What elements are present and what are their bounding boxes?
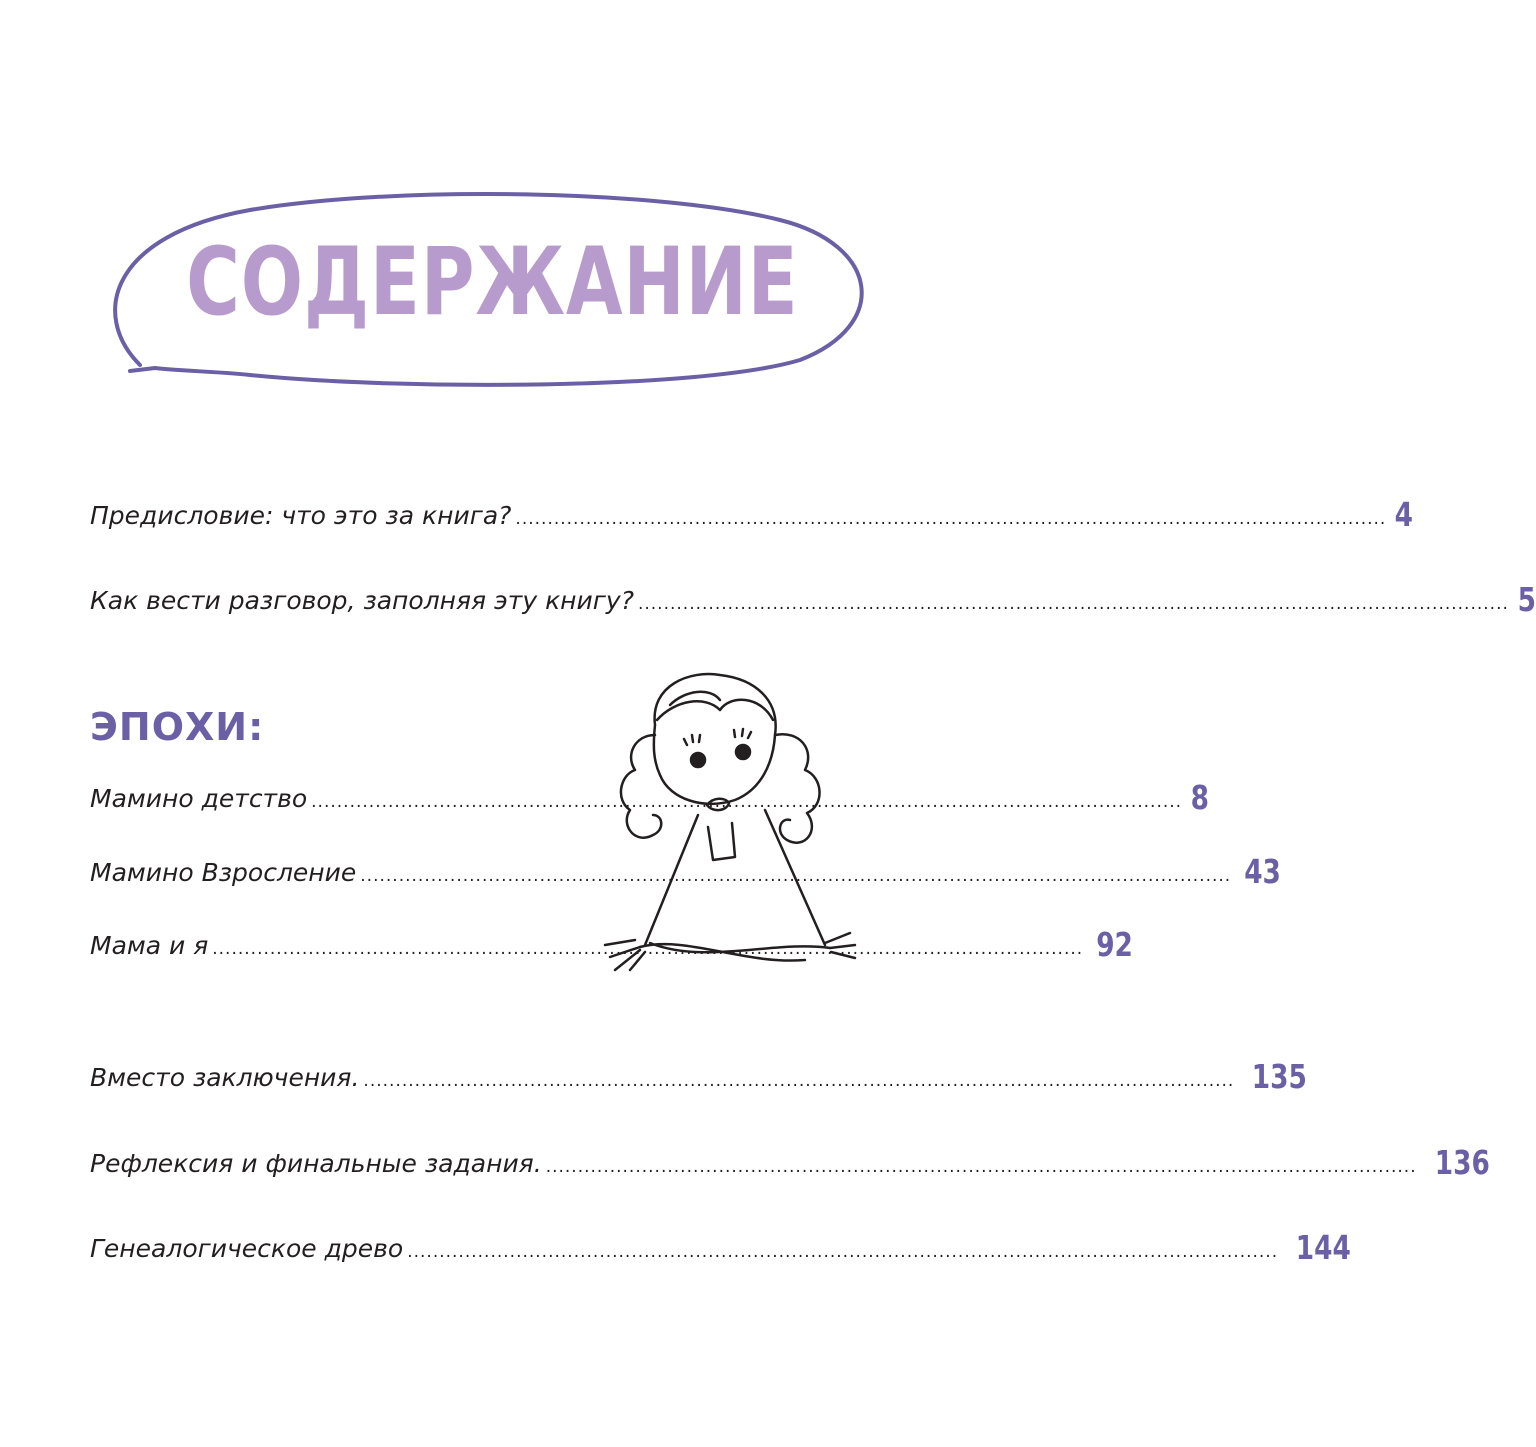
toc-entry-page: 144 xyxy=(1295,1228,1352,1267)
toc-entry-page: 5 xyxy=(1517,580,1536,619)
toc-entry-label: Рефлексия и финальные задания. xyxy=(90,1149,542,1178)
toc-entry-mom-and-me[interactable] xyxy=(90,925,1134,964)
toc-leader-dots: ........................................................................................................................................ xyxy=(515,509,1387,529)
toc-entry-page: 4 xyxy=(1394,495,1414,534)
toc-leader-dots: ........................................................................................................................................ xyxy=(212,939,1084,959)
toc-entry-reflection[interactable] xyxy=(90,1143,1490,1182)
toc-entry-page: 92 xyxy=(1096,925,1134,964)
toc-entry-growing-up[interactable] xyxy=(90,852,1282,891)
toc-leader-dots: ........................................................................................................................................ xyxy=(363,1071,1235,1091)
toc-entry-conclusion[interactable] xyxy=(90,1057,1308,1096)
toc-entry-label: Мамино Взросление xyxy=(90,858,357,887)
toc-entry-label: Вместо заключения. xyxy=(90,1063,360,1092)
toc-entry-page: 135 xyxy=(1252,1057,1308,1096)
toc-entry-how-to-talk[interactable] xyxy=(90,580,1536,619)
toc-entry-page: 43 xyxy=(1244,852,1282,891)
toc-leader-dots: ........................................................................................................................................ xyxy=(545,1157,1417,1177)
toc-entry-label: Предисловие: что это за книга? xyxy=(90,501,512,530)
toc-entry-family-tree[interactable] xyxy=(90,1228,1352,1267)
toc-entry-label: Генеалогическое древо xyxy=(90,1234,404,1263)
girl-drawing-icon xyxy=(595,665,865,985)
toc-entry-label: Мама и я xyxy=(90,931,209,960)
toc-entry-label: Как вести разговор, заполняя эту книгу? xyxy=(90,586,634,615)
toc-leader-dots: ........................................................................................................................................ xyxy=(311,792,1183,812)
toc-entry-label: Мамино детство xyxy=(90,784,308,813)
toc-leader-dots: ........................................................................................................................................ xyxy=(637,594,1509,614)
toc-leader-dots: ........................................................................................................................................ xyxy=(360,866,1232,886)
toc-entry-page: 8 xyxy=(1190,778,1210,817)
section-heading-eras: ЭПОХИ: xyxy=(90,705,265,749)
page-title: СОДЕРЖАНИЕ xyxy=(186,228,799,337)
toc-leader-dots: ........................................................................................................................................ xyxy=(407,1242,1279,1262)
toc-entry-childhood[interactable] xyxy=(90,778,1210,817)
toc-entry-page: 136 xyxy=(1434,1143,1490,1182)
toc-entry-preface[interactable] xyxy=(90,495,1414,534)
